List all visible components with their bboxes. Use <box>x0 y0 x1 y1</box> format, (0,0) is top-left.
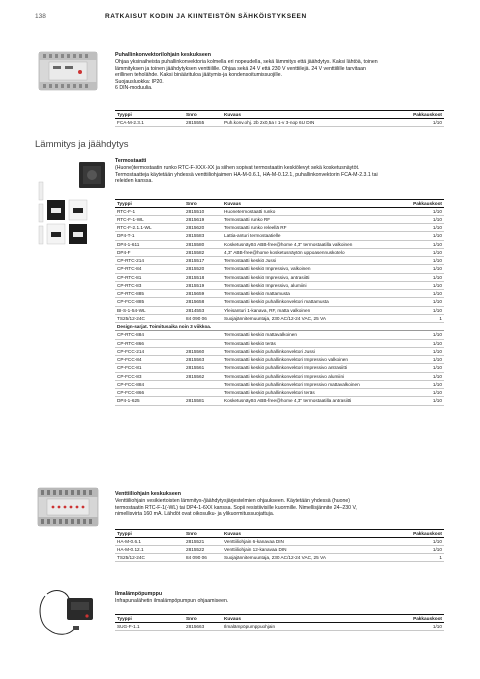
cell-type: DP4-1-625 <box>115 397 184 405</box>
cell-type: HA-M-0.6.1 <box>115 537 184 545</box>
col-header-pack: Pakkauskoot <box>404 111 444 119</box>
table-row <box>115 257 444 265</box>
cell-type: CP-FCC-214 <box>115 347 184 355</box>
cell-description: Suojajännitemuuntaja, 230 AC/12-24 VAC, 25 VA <box>222 554 404 562</box>
cell-type: CP-FCC-884 <box>115 380 184 388</box>
heat-pump-description <box>115 591 445 605</box>
page-header <box>35 13 455 23</box>
col-header-type: Tyyppi <box>115 200 184 208</box>
cell-snro: 2815521 <box>184 537 222 545</box>
cell-type: CP-FCC-885 <box>115 298 184 306</box>
table-row <box>115 554 444 562</box>
desc-line: Termostaatteja käytetään yhdessä venttiiliohjaimen HA-M-0.6.1, HA-M-0.12.1, puhallinkonvektorin FCA-M-2.3.1 tai <box>115 171 378 178</box>
thermostat-description <box>115 158 445 185</box>
cell-snro: 2815659 <box>184 290 222 298</box>
cell-snro: 84 090 06 <box>184 314 222 322</box>
cell-pack: 1/10 <box>404 380 444 388</box>
cell-type: RTC-F-1-WL <box>115 215 184 223</box>
cell-pack: 1 <box>404 554 444 562</box>
cell-snro <box>184 389 222 397</box>
cell-pack: 1/10 <box>404 397 444 405</box>
block-title: Puhallinkonvektorilohjain keskukseen <box>115 52 211 58</box>
desc-line: Ohjaa yksinaiheista puhallinkonvektoria kolmella eri nopeudella, sekä lämmitys että jäähdytys. Kaksi lähtöä, toinen <box>115 59 378 66</box>
table-row <box>115 265 444 273</box>
table-row <box>115 290 444 298</box>
table-row <box>115 339 444 347</box>
table-row <box>115 331 444 339</box>
fan-coil-table <box>115 110 444 127</box>
cell-description: Suojajännitemuuntaja, 230 AC/12-24 VAC, 25 VA <box>222 314 404 322</box>
cell-snro: 2815583 <box>184 232 222 240</box>
cell-pack: 1/10 <box>404 331 444 339</box>
cell-snro: 2815580 <box>184 240 222 248</box>
cell-type: CP-FCC-83 <box>115 372 184 380</box>
cell-type: RTC-F-2.1.1-WL <box>115 224 184 232</box>
cell-description: Termostaatti keskiö puhallinkonvektori Impressivo antrasiitti <box>222 364 404 372</box>
cell-snro: 2815560 <box>184 347 222 355</box>
desc-line: erillinen teholähde. Kaksi binääritulоa jäätymis-ja kondensoitumissuojille. <box>115 72 282 79</box>
col-header-snro: Snro <box>184 200 222 208</box>
cell-type: TS25/12-24C <box>115 314 184 322</box>
cell-pack: 1/10 <box>404 298 444 306</box>
cell-pack: 1/10 <box>404 265 444 273</box>
col-header-type: Tyyppi <box>115 530 184 538</box>
desc-line: termostaatin RTC-F-1(-WL) tai DP4-1-6XX kanssa. Sopii resistiivisille kuormille. Nimellisjännite 24–230 V, <box>115 504 357 511</box>
cell-snro: 2815663 <box>184 622 222 630</box>
table-row <box>115 240 444 248</box>
cell-description: Termostaatti keskiö mattamusta <box>222 290 404 298</box>
cell-snro: 2815517 <box>184 257 222 265</box>
table-row <box>115 389 444 397</box>
cell-snro <box>184 380 222 388</box>
block-title: Ilmalämpöpumppu <box>115 591 163 597</box>
cell-pack: 1/10 <box>404 118 444 126</box>
table-row <box>115 248 444 256</box>
cell-pack: 1/10 <box>404 215 444 223</box>
cell-type: DP4-1-611 <box>115 240 184 248</box>
cell-description: Termostaatti keskiö Jussi <box>222 257 404 265</box>
table-row <box>115 314 444 322</box>
cell-pack: 1/10 <box>404 207 444 215</box>
cell-pack: 1/10 <box>404 290 444 298</box>
cell-type: CP-FCC-84 <box>115 356 184 364</box>
cell-type: CP-RTC-81 <box>115 273 184 281</box>
cell-type: DP4-T-1 <box>115 232 184 240</box>
cell-pack: 1/10 <box>404 537 444 545</box>
cell-snro: 2815562 <box>184 372 222 380</box>
block-title: Termostaatti <box>115 158 147 164</box>
table-row <box>115 224 444 232</box>
cell-description: Termostaatti keskiö Impressivo, antrasiitti <box>222 273 404 281</box>
cell-description: Termostaatti keskiö puhallinkonvektori teräs <box>222 389 404 397</box>
cell-type: CP-RTC-884 <box>115 331 184 339</box>
desc-line: releiden kanssa. <box>115 178 153 185</box>
cell-description: Kosketusnäyttö ABB-free@home 4,3" termostaatilla antrasiitti <box>222 397 404 405</box>
valve-controller-description <box>115 491 445 518</box>
cell-type: CP-RTC-214 <box>115 257 184 265</box>
cell-pack: 1/10 <box>404 545 444 553</box>
thermostat-image <box>35 160 107 252</box>
table-row <box>115 622 444 630</box>
table-row <box>115 364 444 372</box>
cell-snro: 2815581 <box>184 397 222 405</box>
cell-snro <box>184 339 222 347</box>
heat-pump-controller-image <box>35 584 101 644</box>
cell-type: RTC-F-1 <box>115 207 184 215</box>
cell-description: Termostaatti keskiö Impressivo, alumiini <box>222 281 404 289</box>
table-row <box>115 537 444 545</box>
cell-description: Termostaatti runko releellä RF <box>222 224 404 232</box>
cell-pack: 1/10 <box>404 224 444 232</box>
table-row <box>115 372 444 380</box>
cell-pack: 1/10 <box>404 273 444 281</box>
col-header-description: Kuvaus <box>222 530 404 538</box>
table-row <box>115 356 444 364</box>
cell-description: Termostaatti runko RF <box>222 215 404 223</box>
cell-description: Yleisanturi 1-kanava, RF, matta valkoinen <box>222 306 404 314</box>
cell-type: BI-S-1-54-WL <box>115 306 184 314</box>
cell-snro: 2815563 <box>184 356 222 364</box>
cell-pack: 1 <box>404 314 444 322</box>
cell-description: Huonetermostaatti runko <box>222 207 404 215</box>
cell-type: CP-RTC-866 <box>115 339 184 347</box>
cell-pack: 1/10 <box>404 364 444 372</box>
cell-snro: 2815561 <box>184 364 222 372</box>
cell-type: TS25/12-24C <box>115 554 184 562</box>
cell-pack: 1/10 <box>404 339 444 347</box>
cell-pack: 1/10 <box>404 356 444 364</box>
cell-pack: 1/10 <box>404 389 444 397</box>
table-row <box>115 306 444 314</box>
cell-description: Kosketusnäyttö ABB-free@home 4,3" termostaatilla valkoinen <box>222 240 404 248</box>
table-row <box>115 215 444 223</box>
cell-snro: 2815582 <box>184 248 222 256</box>
cell-description: Termostaatti keskiö puhallinkonvektori Impressivo valkoinen <box>222 356 404 364</box>
cell-snro: 2815510 <box>184 207 222 215</box>
cell-pack: 1/10 <box>404 232 444 240</box>
cell-type: FCA-M-2.3.1 <box>115 118 184 126</box>
table-row <box>115 397 444 405</box>
table-row <box>115 281 444 289</box>
desc-line: nimellisvirta 160 mA. Lähdöt ovat oikosulku- ja ylikuormitussuojattuja. <box>115 511 275 518</box>
cell-description: Venttiiliohjain 6-kanavaa DIN <box>222 537 404 545</box>
heat-pump-table <box>115 614 444 631</box>
table-row <box>115 207 444 215</box>
col-header-pack: Pakkauskoot <box>404 530 444 538</box>
cell-description: Lattia-anturi termostaatielle <box>222 232 404 240</box>
cell-description: Termostaatti keskiö puhallinkonvektori mattamusta <box>222 298 404 306</box>
cell-snro: 2815518 <box>184 273 222 281</box>
table-row <box>115 347 444 355</box>
page-number: 138 <box>35 13 46 20</box>
cell-pack: 1/10 <box>404 257 444 265</box>
desc-line: lämmityksen ja toinen jäähdytyksen venttiilille. Ohjaa sekä 24 V että 230 V venttiilejä. 24 V venttiilille tarvitaan <box>115 65 366 72</box>
cell-snro: 2815620 <box>184 224 222 232</box>
desc-line: Venttiiliohjain vesikiertoisten lämmitys-/jäähdytysjärjestelmien ohjaukseen. Käytetään yhdessä (huone) <box>115 498 350 505</box>
cell-snro: 2815520 <box>184 265 222 273</box>
cell-snro: 2815619 <box>184 215 222 223</box>
cell-snro: 2815658 <box>184 298 222 306</box>
cell-pack: 1/10 <box>404 248 444 256</box>
fan-coil-description <box>115 52 445 92</box>
cell-snro: 84 090 06 <box>184 554 222 562</box>
fan-coil-controller-image <box>35 42 101 97</box>
cell-type: CP-RTC-83 <box>115 281 184 289</box>
cell-snro: 2815555 <box>184 118 222 126</box>
block-title: Venttiiliohjain keskukseen <box>115 491 181 497</box>
col-header-pack: Pakkauskoot <box>404 200 444 208</box>
table-row <box>115 232 444 240</box>
col-header-pack: Pakkauskoot <box>404 615 444 623</box>
valve-controller-table <box>115 529 444 562</box>
cell-type: CP-FCC-866 <box>115 389 184 397</box>
table-subheading-row <box>115 323 444 331</box>
section-title: RATKAISUT KODIN JA KIINTEISTÖN SÄHKÖISTYKSEEN <box>105 13 307 20</box>
desc-line: Suojausluokka: IP20. <box>115 78 164 85</box>
cell-type: DP4-F <box>115 248 184 256</box>
col-header-type: Tyyppi <box>115 111 184 119</box>
cell-type: SUG-F-1.1 <box>115 622 184 630</box>
cell-description: Termostaatti keskiö Impressivo, valkoinen <box>222 265 404 273</box>
col-header-description: Kuvaus <box>222 200 404 208</box>
col-header-snro: Snro <box>184 615 222 623</box>
cell-description: Venttiiliohjain 12-kanavaa DIN <box>222 545 404 553</box>
desc-line: 6 DIN-moduulia. <box>115 85 153 92</box>
cell-type: CP-RTC-84 <box>115 265 184 273</box>
table-row <box>115 298 444 306</box>
cell-pack: 1/10 <box>404 347 444 355</box>
col-header-type: Tyyppi <box>115 615 184 623</box>
col-header-snro: Snro <box>184 111 222 119</box>
cell-description: Termostaatti keskiö puhallinkonvektori Impressivo alumiini <box>222 372 404 380</box>
cell-description: 4,3" ABB-free@home kosketusnäytön uppoasennuskotelo <box>222 248 404 256</box>
valve-controller-image <box>35 480 101 532</box>
category-heading: Lämmitys ja jäähdytys <box>35 139 129 150</box>
cell-snro <box>184 331 222 339</box>
thermostat-table <box>115 199 444 406</box>
cell-description: Ilmalämpöpumppuohjain <box>222 622 404 630</box>
cell-type: CP-FCC-81 <box>115 364 184 372</box>
cell-description: Termostaatti keskiö teräs <box>222 339 404 347</box>
cell-description: Termostaatti keskiö mattavalkoinen <box>222 331 404 339</box>
cell-pack: 1/10 <box>404 240 444 248</box>
cell-description: Termostaatti keskiö puhallinkonvektori Impressivo mattavalkoinen <box>222 380 404 388</box>
cell-snro: 2815522 <box>184 545 222 553</box>
desc-line: (Huone)termostaatin runko RTC-F-XXX-XX ja siihen sopivat termostaatin keskiölevyt sekä kosketusnäytöt. <box>115 165 360 172</box>
cell-pack: 1/10 <box>404 306 444 314</box>
desc-line: Infrapunalähetin ilmalämpöpumpun ohjaamiseen. <box>115 598 229 605</box>
cell-type: HA-M-0.12.1 <box>115 545 184 553</box>
table-row <box>115 273 444 281</box>
cell-pack: 1/10 <box>404 372 444 380</box>
col-header-description: Kuvaus <box>222 615 404 623</box>
cell-snro: 2814553 <box>184 306 222 314</box>
cell-pack: 1/10 <box>404 281 444 289</box>
col-header-snro: Snro <box>184 530 222 538</box>
table-row <box>115 118 444 126</box>
cell-snro: 2815519 <box>184 281 222 289</box>
cell-type: CP-RTC-885 <box>115 290 184 298</box>
table-row <box>115 380 444 388</box>
cell-description: Puh.konv.ohj. 2b 2x0,5a I 1-v 3-nop 6U DIN <box>222 118 404 126</box>
table-subheading: Design-sarjat. Toimitusaika noin 3 viikkoa. <box>115 323 444 331</box>
col-header-description: Kuvaus <box>222 111 404 119</box>
cell-description: Termostaatti keskiö puhallinkonvektori Jussi <box>222 347 404 355</box>
cell-pack: 1/10 <box>404 622 444 630</box>
table-row <box>115 545 444 553</box>
